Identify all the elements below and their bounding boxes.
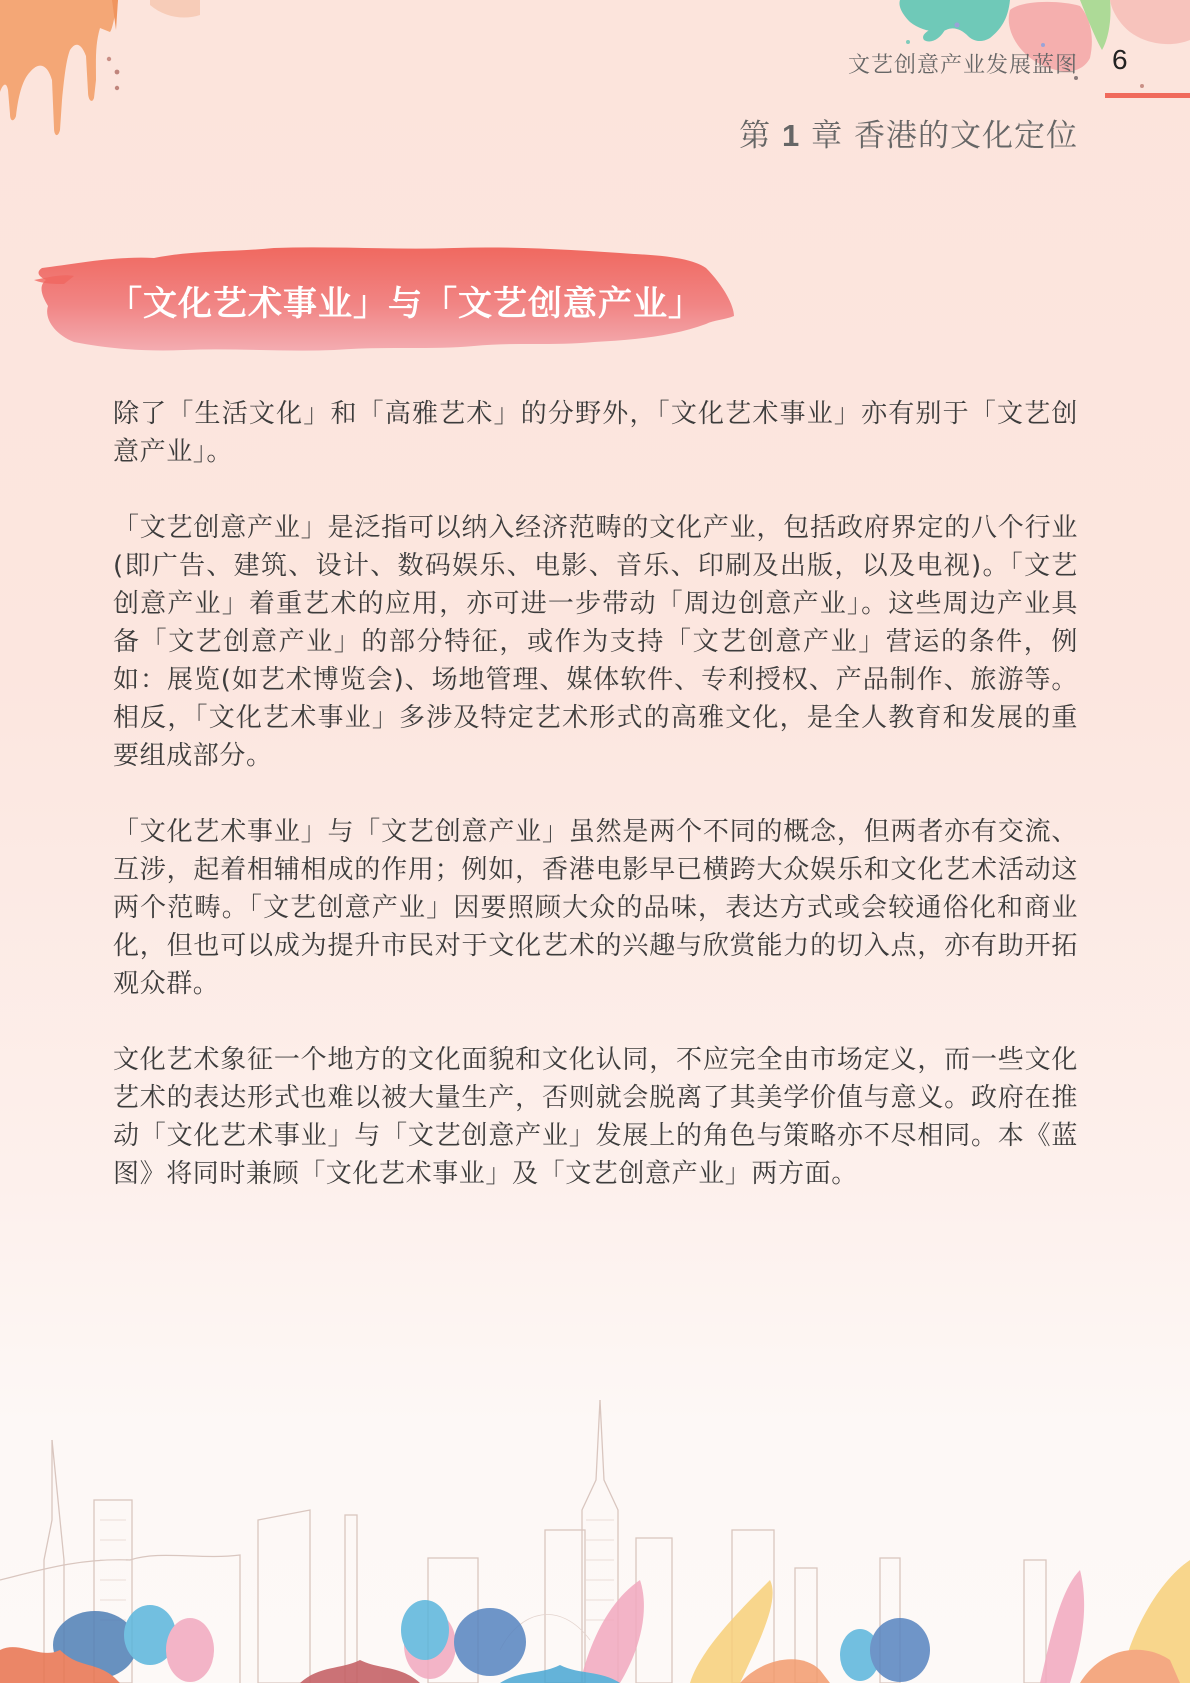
chapter-name: 章 香港的文化定位 <box>800 118 1078 154</box>
body-text <box>113 395 1078 1231</box>
book-title: 文艺创意产业发展蓝图 <box>847 53 1078 78</box>
paragraph-1: 除了「生活文化」和「高雅艺术」的分野外，「文化艺术事业」亦有别于「文艺创意产业」。 <box>113 399 1078 467</box>
paragraph-4: 文化艺术象征一个地方的文化面貌和文化认同，不应完全由市场定义，而一些文化艺术的表达形式也难以被大量生产，否则就会脱离了其美学价值与意义。政府在推动「文化艺术事业」与「文艺创意产业」发展上的角色与策略亦不尽相同。本《蓝图》将同时兼顾「文化艺术事业」及「文艺创意产业」两方面。 <box>113 1045 1078 1189</box>
chapter-prefix: 第 <box>739 118 783 154</box>
paragraph-2: 「文艺创意产业」是泛指可以纳入经济范畴的文化产业，包括政府界定的八个行业(即广告、建筑、设计、数码娱乐、电影、音乐、印刷及出版，以及电视)。「文艺创意产业」着重艺术的应用，亦可进一步带动「周边创意产业」。这些周边产业具备「文艺创意产业」的部分特征，或作为支持「文艺创意产业」营运的条件，例如：展览(如艺术博览会)、场地管理、媒体软件、专利授权、产品制作、旅游等。相反，「文化艺术事业」多涉及特定艺术形式的高雅文化，是全人教育和发展的重要组成部分。 <box>113 513 1078 771</box>
page-number: 6 <box>1112 44 1128 75</box>
section-heading: 「文化艺术事业」与「文艺创意产业」 <box>108 284 703 324</box>
watercolor-splash-top-left <box>0 0 200 140</box>
paragraph-3: 「文化艺术事业」与「文艺创意产业」虽然是两个不同的概念，但两者亦有交流、互涉，起着相辅相成的作用；例如，香港电影早已横跨大众娱乐和文化艺术活动这两个范畴。「文艺创意产业」因要照顾大众的品味，表达方式或会较通俗化和商业化，但也可以成为提升市民对于文化艺术的兴趣与欣赏能力的切入点，亦有助开拓观众群。 <box>113 817 1078 999</box>
chapter-number: 1 <box>782 118 801 153</box>
chapter-title <box>600 110 1078 155</box>
city-skyline-illustration <box>0 1380 1190 1683</box>
page-number-rule <box>1105 93 1190 98</box>
